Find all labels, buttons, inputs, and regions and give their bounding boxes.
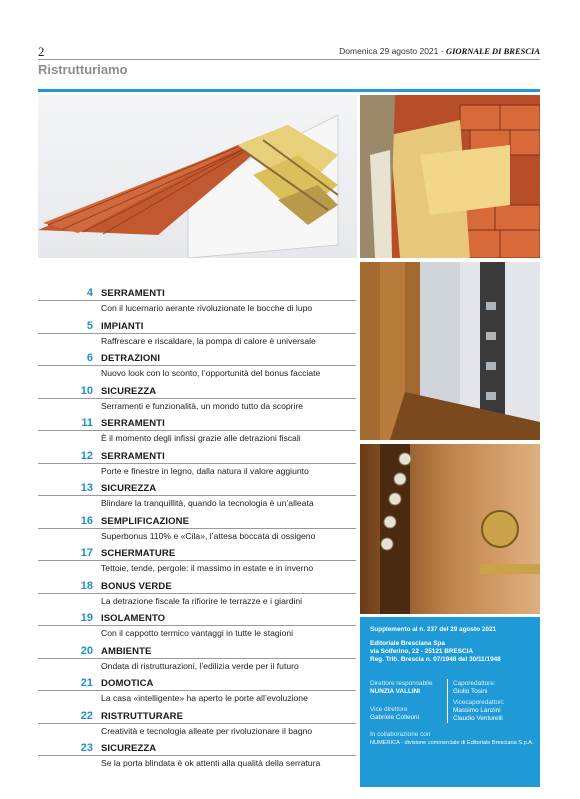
director-name: NUNZIA VALLINI: [370, 688, 421, 695]
toc-page-number: 10: [80, 384, 93, 397]
toc-entry[interactable]: [38, 512, 356, 545]
issue-date: Domenica 29 agosto 2021: [339, 46, 439, 56]
toc-title: SERRAMENTI: [101, 418, 165, 429]
toc-description: Blindare la tranquillità, quando la tecnologia è un’alleata: [101, 498, 314, 508]
toc-description: Creatività e tecnologia alleate per rivoluzionare il bagno: [101, 725, 313, 736]
toc-page-number: 5: [86, 319, 93, 332]
accent-bar: [38, 89, 540, 92]
toc-page-number: 20: [80, 644, 93, 657]
toc-description: Raffrescare e riscaldare, la pompa di calore è universale: [101, 335, 316, 346]
toc-page-number: 18: [80, 579, 93, 592]
chief-editor-label: Caporedattore:: [453, 680, 496, 687]
toc-description: Con il lucernario aerante rivoluzionate le bocche di lupo: [101, 303, 313, 313]
page-number: 2: [38, 44, 45, 59]
toc-description: È il momento degli infissi grazie alle detrazioni fiscali: [101, 433, 301, 443]
toc-divider: [38, 365, 356, 366]
toc-title: DOMOTICA: [101, 678, 154, 689]
toc-page-number: 6: [86, 352, 93, 364]
toc-divider: [38, 593, 356, 594]
vice-chief-name: Massimo Lanzini: [453, 707, 501, 714]
dateline: [339, 46, 540, 56]
toc-title: SERRAMENTI: [101, 288, 165, 299]
toc-description: Se la porta blindata è ok attenti alla qualità della serratura: [101, 758, 321, 768]
toc-divider: [38, 300, 356, 301]
toc-title: SCHERMATURE: [101, 548, 176, 559]
toc-title: ISOLAMENTO: [101, 613, 166, 624]
toc-description: Con il cappotto termico vantaggi in tutte le stagioni: [101, 628, 294, 638]
toc-entry[interactable]: [38, 674, 356, 707]
toc-page-number: 16: [80, 514, 93, 527]
toc-page-number: 22: [80, 709, 93, 722]
vice-chief-label: Vicecaporedattori:: [453, 699, 505, 706]
toc-description: Nuovo look con lo sconto, l’opportunità del bonus facciate: [101, 368, 321, 378]
publisher-address: via Solferino, 22 - 25121 BRESCIA: [370, 648, 473, 655]
toc-entry[interactable]: [38, 577, 356, 610]
colophon-box: [360, 617, 540, 787]
toc-title: BONUS VERDE: [101, 580, 172, 592]
toc-title: SICUREZZA: [101, 743, 157, 754]
toc-entry[interactable]: [38, 349, 356, 382]
toc-entry[interactable]: [38, 414, 356, 447]
toc-divider: [38, 463, 356, 464]
toc-title: IMPIANTI: [101, 320, 144, 332]
toc-entry[interactable]: [38, 382, 356, 415]
toc-title: SICUREZZA: [101, 483, 157, 494]
toc-divider: [38, 495, 356, 496]
toc-entry[interactable]: [38, 447, 356, 480]
toc-description: Serramenti e funzionalità, un mondo tutto da scoprire: [101, 400, 304, 411]
collab-label: In collaborazione con: [370, 731, 431, 738]
collab-name: NUMERICA - divisione commerciale di Editoriale Bresciana S.p.A.: [370, 740, 534, 746]
toc-page-number: 11: [81, 417, 93, 429]
publisher-name: Editoriale Bresciana Spa: [370, 640, 445, 647]
toc-title: SERRAMENTI: [101, 450, 165, 462]
toc-description: Tettoie, tende, pergole: il massimo in estate e in inverno: [101, 563, 314, 573]
toc-entry[interactable]: [38, 544, 356, 577]
toc-page-number: 4: [86, 287, 93, 299]
toc-divider: [38, 625, 356, 626]
toc-description: La casa «intelligente» ha aperto le porte all’evoluzione: [101, 693, 308, 703]
window-frame-photo: [360, 262, 540, 440]
roof-insulation-photo: [38, 95, 357, 258]
toc-entry[interactable]: [38, 317, 356, 350]
wall-insulation-photo: [360, 95, 540, 258]
toc-page-number: 13: [80, 482, 93, 494]
toc-page-number: 19: [80, 612, 93, 624]
toc-divider: [38, 333, 356, 334]
dateline-separator: ·: [440, 46, 444, 56]
page-header: [38, 44, 540, 58]
toc-title: SICUREZZA: [101, 385, 157, 397]
toc-page-number: 17: [80, 547, 93, 559]
door-lock-photo: [360, 444, 540, 614]
section-title: Ristrutturiamo: [38, 62, 128, 77]
toc-entry[interactable]: [38, 642, 356, 675]
toc-entry[interactable]: [38, 479, 356, 512]
colophon-divider: [447, 679, 448, 723]
toc-title: RISTRUTTURARE: [101, 710, 184, 722]
vice-director-label: Vice direttore: [370, 706, 408, 713]
toc-divider: [38, 755, 356, 756]
toc-description: Superbonus 110% e «Cila», l’attesa boccata di ossigeno: [101, 530, 316, 541]
toc-entry[interactable]: [38, 707, 356, 740]
toc-divider: [38, 560, 356, 561]
toc-entry[interactable]: [38, 609, 356, 642]
newspaper-name: GIORNALE DI BRESCIA: [445, 46, 540, 56]
toc-page-number: 12: [80, 449, 93, 462]
toc-divider: [38, 528, 356, 529]
toc-divider: [38, 658, 356, 659]
supplement-line: Supplemento al n. 237 del 29 agosto 2021: [370, 626, 497, 633]
toc-divider: [38, 398, 356, 399]
vice-director-name: Gabriele Colleoni: [370, 714, 420, 721]
toc-title: AMBIENTE: [101, 645, 152, 657]
chief-editor-name: Giulio Tosini: [453, 688, 488, 695]
director-label: Direttore responsabile: [370, 680, 433, 687]
toc-entry[interactable]: [38, 284, 356, 317]
toc-description: Porte e finestre in legno, dalla natura il valore aggiunto: [101, 465, 309, 476]
header-rule: [38, 59, 540, 60]
table-of-contents: [38, 284, 356, 772]
toc-description: La detrazione fiscale fa rifiorire le terrazze e i giardini: [101, 595, 303, 606]
toc-title: SEMPLIFICAZIONE: [101, 515, 190, 527]
toc-page-number: 21: [80, 677, 93, 689]
toc-title: DETRAZIONI: [101, 353, 161, 364]
registration-line: Reg. Trib. Brescia n. 07/1948 del 30/11/1948: [370, 656, 501, 663]
vice-chief-name: Claudio Venturelli: [453, 715, 503, 722]
toc-divider: [38, 430, 356, 431]
toc-divider: [38, 690, 356, 691]
toc-entry[interactable]: [38, 739, 356, 772]
toc-description: Ondata di ristrutturazioni, l’edilizia verde per il futuro: [101, 660, 299, 671]
toc-divider: [38, 723, 356, 724]
toc-page-number: 23: [80, 742, 93, 754]
